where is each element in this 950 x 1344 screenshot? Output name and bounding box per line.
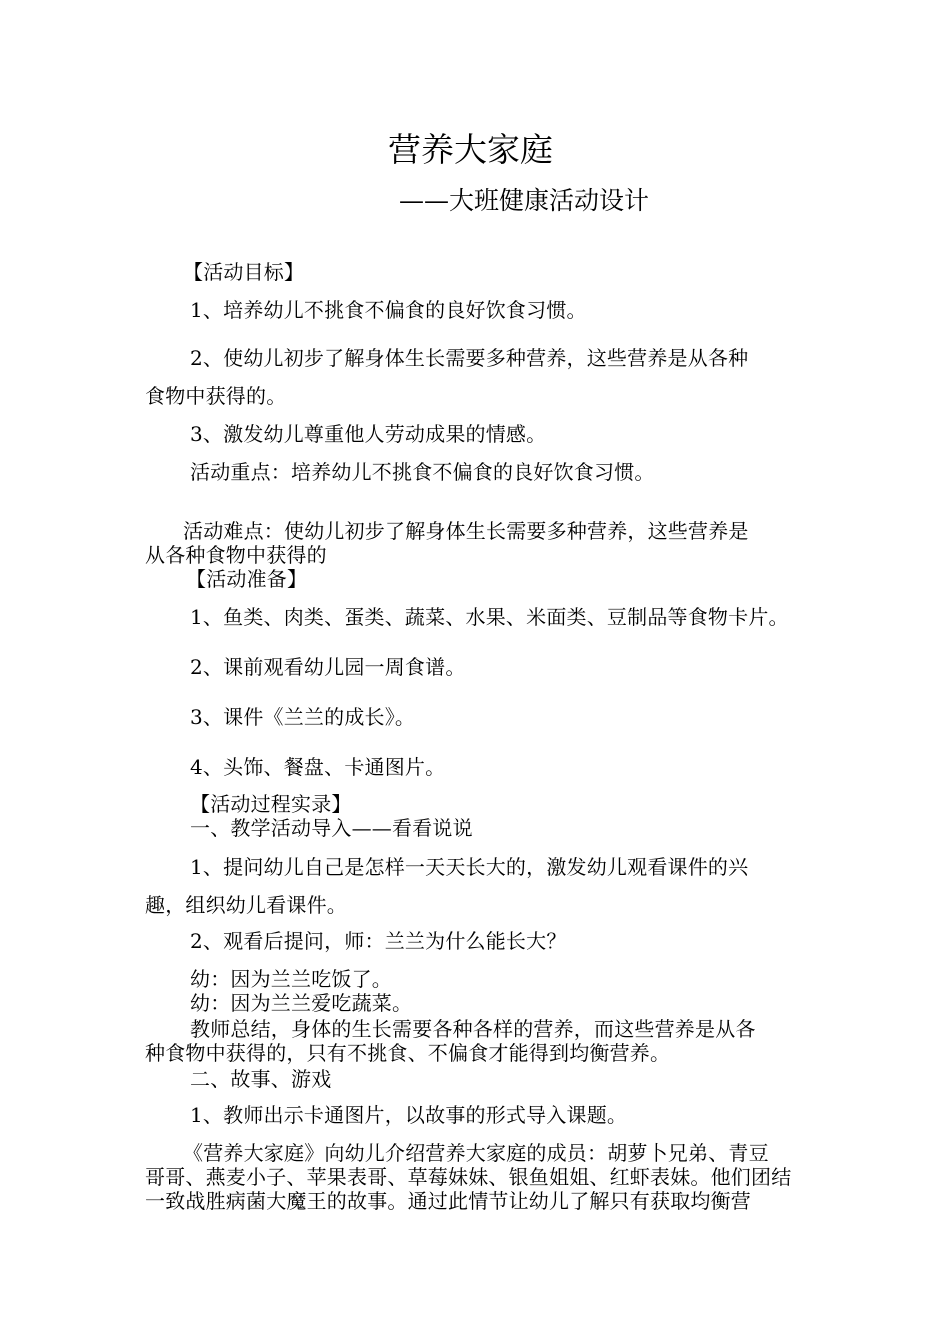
difficulty-line-1: 活动难点：使幼儿初步了解身体生长需要多种营养，这些营养是: [183, 519, 749, 543]
process-heading: 【活动过程实录】: [190, 792, 352, 816]
process-item-2: 2、观看后提问，师：兰兰为什么能长大？: [190, 929, 567, 953]
preparation-item-4: 4、头饰、餐盘、卡通图片。: [190, 755, 446, 779]
teacher-summary-line-2: 种食物中获得的，只有不挑食、不偏食才能得到均衡营养。: [145, 1041, 671, 1065]
preparation-item-2: 2、课前观看幼儿园一周食谱。: [190, 655, 466, 679]
preparation-item-1: 1、鱼类、肉类、蛋类、蔬菜、水果、米面类、豆制品等食物卡片。: [190, 605, 789, 629]
child-answer-2: 幼：因为兰兰爱吃蔬菜。: [190, 991, 413, 1015]
goal-item-1: 1、培养幼儿不挑食不偏食的良好饮食习惯。: [190, 298, 587, 322]
child-answer-1: 幼：因为兰兰吃饭了。: [190, 967, 392, 991]
story-item-1: 1、教师出示卡通图片，以故事的形式导入课题。: [190, 1103, 628, 1127]
story-paragraph-line-2: 哥哥、燕麦小子、苹果表哥、草莓妹妹、银鱼姐姐、红虾表妹。他们团结: [145, 1165, 792, 1189]
document-title: 营养大家庭: [388, 130, 553, 169]
story-paragraph-line-3: 一致战胜病菌大魔王的故事。通过此情节让幼儿了解只有获取均衡营: [145, 1189, 751, 1213]
process-item-1-line-1: 1、提问幼儿自己是怎样一天天长大的，激发幼儿观看课件的兴: [190, 855, 749, 879]
teacher-summary-line-1: 教师总结，身体的生长需要各种各样的营养，而这些营养是从各: [190, 1017, 756, 1041]
difficulty-line-2: 从各种食物中获得的: [145, 543, 327, 567]
document-subtitle: ——大班健康活动设计: [399, 186, 650, 215]
goal-item-2-line-2: 食物中获得的。: [145, 384, 287, 408]
key-point: 活动重点：培养幼儿不挑食不偏食的良好饮食习惯。: [190, 460, 655, 484]
goal-item-2-line-1: 2、使幼儿初步了解身体生长需要多种营养，这些营养是从各种: [190, 346, 749, 370]
goals-heading: 【活动目标】: [183, 260, 305, 284]
part-1-heading: 一、教学活动导入——看看说说: [190, 816, 473, 840]
process-item-1-line-2: 趣，组织幼儿看课件。: [145, 893, 347, 917]
part-2-heading: 二、故事、游戏: [190, 1067, 332, 1091]
preparation-item-3: 3、课件《兰兰的成长》。: [190, 705, 416, 729]
preparation-heading: 【活动准备】: [186, 567, 308, 591]
goal-item-3: 3、激发幼儿尊重他人劳动成果的情感。: [190, 422, 547, 446]
story-paragraph-line-1: 《营养大家庭》向幼儿介绍营养大家庭的成员：胡萝卜兄弟、青豆: [183, 1141, 769, 1165]
